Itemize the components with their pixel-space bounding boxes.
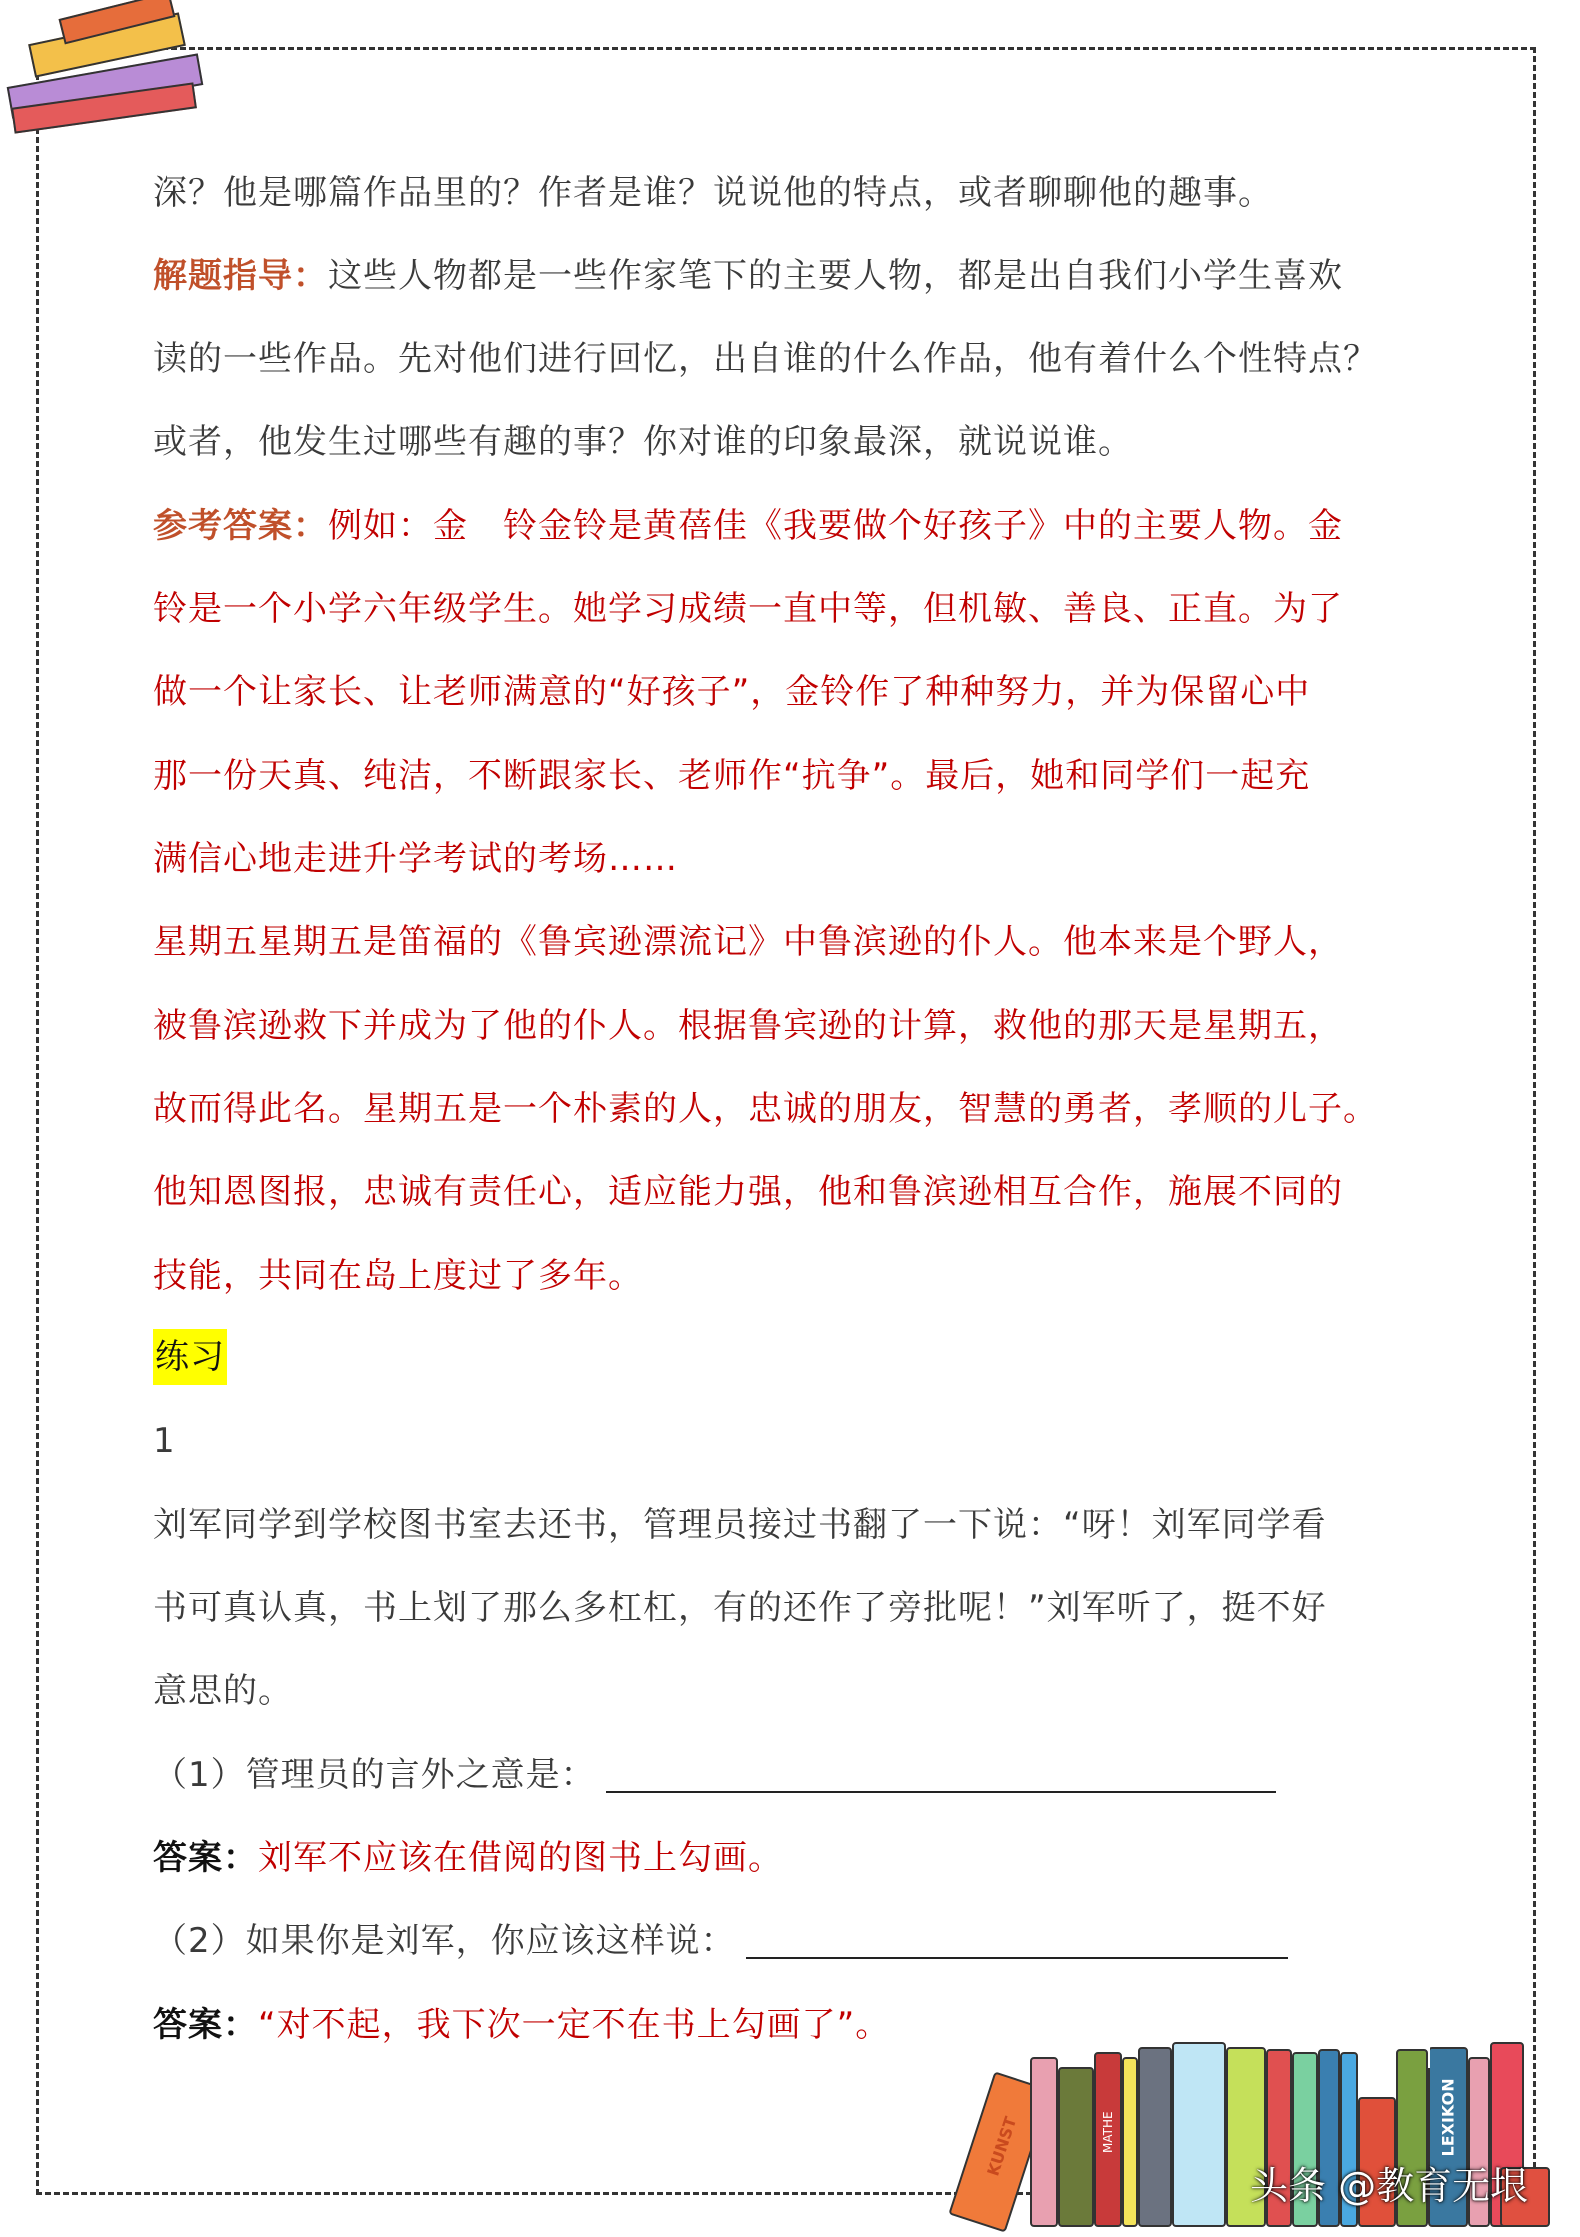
text: 这些人物都是一些作家笔下的主要人物，都是出自我们小学生喜欢 [328,256,1343,296]
text: 例如：金 铃金铃是黄蓓佳《我要做个好孩子》中的主要人物。金 [328,506,1343,546]
spine-text: MATHE [1101,2111,1115,2153]
answer-blank[interactable] [746,1927,1288,1959]
text: 刘军不应该在借阅的图书上勾画。 [258,1838,783,1878]
spine-text: KUNST [983,2114,1021,2179]
section-heading [153,1316,227,1399]
text-line [153,1650,293,1733]
text-line [153,152,1273,235]
guidance-label: 解题指导： [153,256,328,296]
text: 深？他是哪篇作品里的？作者是谁？说说他的特点，或者聊聊他的趣事。 [153,173,1273,213]
text: 读的一些作品。先对他们进行回忆，出自谁的什么作品，他有着什么个性特点？ [153,339,1378,379]
text: 刘军同学到学校图书室去还书，管理员接过书翻了一下说：“呀！刘军同学看 [153,1505,1327,1545]
text-line [153,1484,1327,1567]
book-stack-illustration [0,0,220,145]
text: 故而得此名。星期五是一个朴素的人，忠诚的朋友，智慧的勇者，孝顺的儿子。 [153,1089,1378,1129]
text: 做一个让家长、让老师满意的“好孩子”，金铃作了种种努力，并为保留心中 [153,672,1311,712]
text: 星期五星期五是笛福的《鲁宾逊漂流记》中鲁滨逊的仆人。他本来是个野人， [153,922,1343,962]
answer-label: 答案： [153,2005,258,2045]
text-line [153,1567,1327,1650]
text-line [153,401,1133,484]
reference-answer-label: 参考答案： [153,506,328,546]
text: 技能，共同在岛上度过了多年。 [153,1256,643,1296]
text-line [153,651,1310,734]
text-line [153,735,1310,818]
answer-blank[interactable] [606,1761,1276,1793]
text-line [153,901,1343,984]
text: “对不起，我下次一定不在书上勾画了”。 [258,2005,891,2045]
text-line [153,985,1343,1068]
text: （2）如果你是刘军，你应该这样说： [153,1921,736,1961]
question-number [153,1400,176,1483]
watermark: 头条 @教育无垠 [1250,2164,1529,2208]
text-line [153,318,1378,401]
text-line [153,1151,1343,1234]
text: （1）管理员的言外之意是： [153,1755,596,1795]
answer-label: 答案： [153,1838,258,1878]
text: 他知恩图报，忠诚有责任心，适应能力强，他和鲁滨逊相互合作，施展不同的 [153,1172,1343,1212]
spine-text: LEXIKON [1438,2078,1458,2157]
text: 书可真认真，书上划了那么多杠杠，有的还作了旁批呢！”刘军听了，挺不好 [153,1588,1327,1628]
text: 满信心地走进升学考试的考场…… [153,839,678,879]
text-line [153,568,1343,651]
practice-heading: 练习 [153,1329,227,1385]
answer-line [153,1984,890,2067]
text: 或者，他发生过哪些有趣的事？你对谁的印象最深，就说说谁。 [153,422,1133,462]
text: 那一份天真、纯洁，不断跟家长、老师作“抗争”。最后，她和同学们一起充 [153,756,1311,796]
text-line [153,485,1343,568]
text-line [153,818,678,901]
text: 铃是一个小学六年级学生。她学习成绩一直中等，但机敏、善良、正直。为了 [153,589,1343,629]
text-line [153,1068,1378,1151]
text-line [153,235,1343,318]
text: 意思的。 [153,1671,293,1711]
text: 被鲁滨逊救下并成为了他的仆人。根据鲁宾逊的计算，救他的那天是星期五， [153,1006,1343,1046]
question-2 [153,1900,1288,1983]
question-1 [153,1734,1276,1817]
text: 1 [153,1421,176,1461]
answer-line [153,1817,783,1900]
text-line [153,1235,643,1318]
